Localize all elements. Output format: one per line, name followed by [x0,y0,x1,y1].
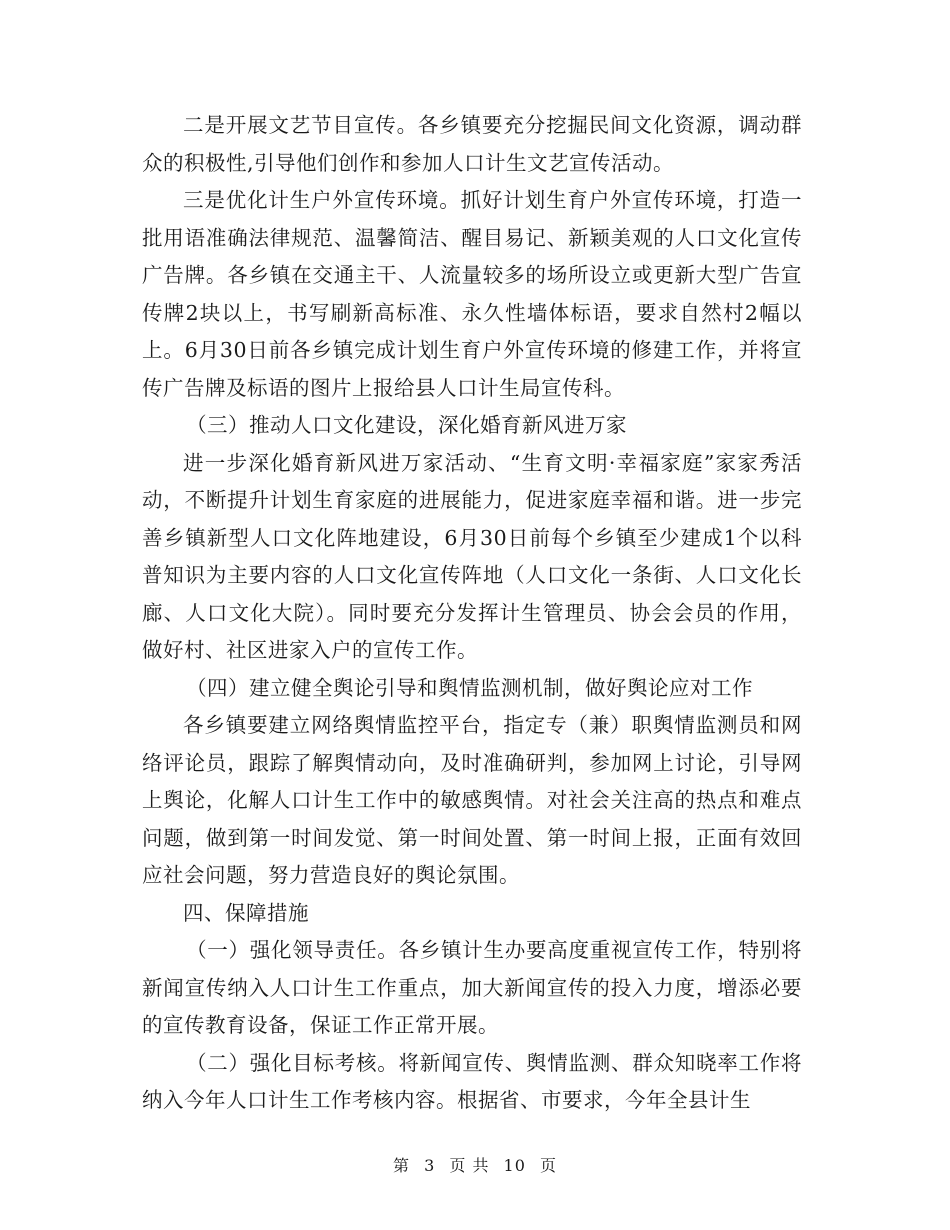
paragraph-arts-program: 二是开展文艺节目宣传。各乡镇要充分挖掘民间文化资源，调动群众的积极性,引导他们创作和参加人口计生文艺宣传活动。 [142,113,802,175]
footer-prefix: 第 [392,1156,410,1175]
paragraph-outdoor-environment: 三是优化计生户外宣传环境。抓好计划生育户外宣传环境，打造一批用语准确法律规范、温馨简洁、醒目易记、新颖美观的人口文化宣传广告牌。各乡镇在交通主干、人流量较多的场所设立或更新大型广告宣传牌2块以上，书写刷新高标准、永久性墙体标语，要求自然村2幅以上。6月30日前各乡镇完成计划生育户外宣传环境的修建工作，并将宣传广告牌及标语的图片上报给县人口计生局宣传科。 [142,188,802,400]
section-heading-population-culture: （三）推动人口文化建设，深化婚育新风进万家 [186,413,628,437]
paragraph-leadership-responsibility: （一）强化领导责任。各乡镇计生办要高度重视宣传工作，特别将新闻宣传纳入人口计生工作重点，加大新闻宣传的投入力度，增添必要的宣传教育设备，保证工作正常开展。 [142,938,802,1037]
paragraph-public-opinion: 各乡镇要建立网络舆情监控平台，指定专（兼）职舆情监测员和网络评论员，跟踪了解舆情动向，及时准确研判，参加网上讨论，引导网上舆论，化解人口计生工作中的敏感舆情。对社会关注高的热点和难点问题，做到第一时间发觉、第一时间处置、第一时间上报，正面有效回应社会问题，努力营造良好的舆论氛围。 [142,713,802,887]
page-number-total: 10 [503,1156,526,1175]
document-body [142,107,802,1120]
page-number-current: 3 [424,1156,436,1175]
page-footer [0,1153,950,1176]
footer-middle: 页 共 [449,1156,490,1175]
footer-suffix: 页 [540,1156,558,1175]
section-heading-public-opinion: （四）建立健全舆论引导和舆情监测机制，做好舆论应对工作 [186,675,754,700]
section-heading-safeguards: 四、保障措施 [183,900,309,925]
paragraph-target-assessment: （二）强化目标考核。将新闻宣传、舆情监测、群众知晓率工作将纳入今年人口计生工作考核内容。根据省、市要求，今年全县计生 [142,1050,802,1112]
paragraph-population-culture: 进一步深化婚育新风进万家活动、“生育文明·幸福家庭”家家秀活动，不断提升计划生育家庭的进展能力，促进家庭幸福和谐。进一步完善乡镇新型人口文化阵地建设，6月30日前每个乡镇至少建成1个以科普知识为主要内容的人口文化宣传阵地（人口文化一条街、人口文化长廊、人口文化大院）。同时要充分发挥计生管理员、协会会员的作用，做好村、社区进家入户的宣传工作。 [142,450,802,662]
